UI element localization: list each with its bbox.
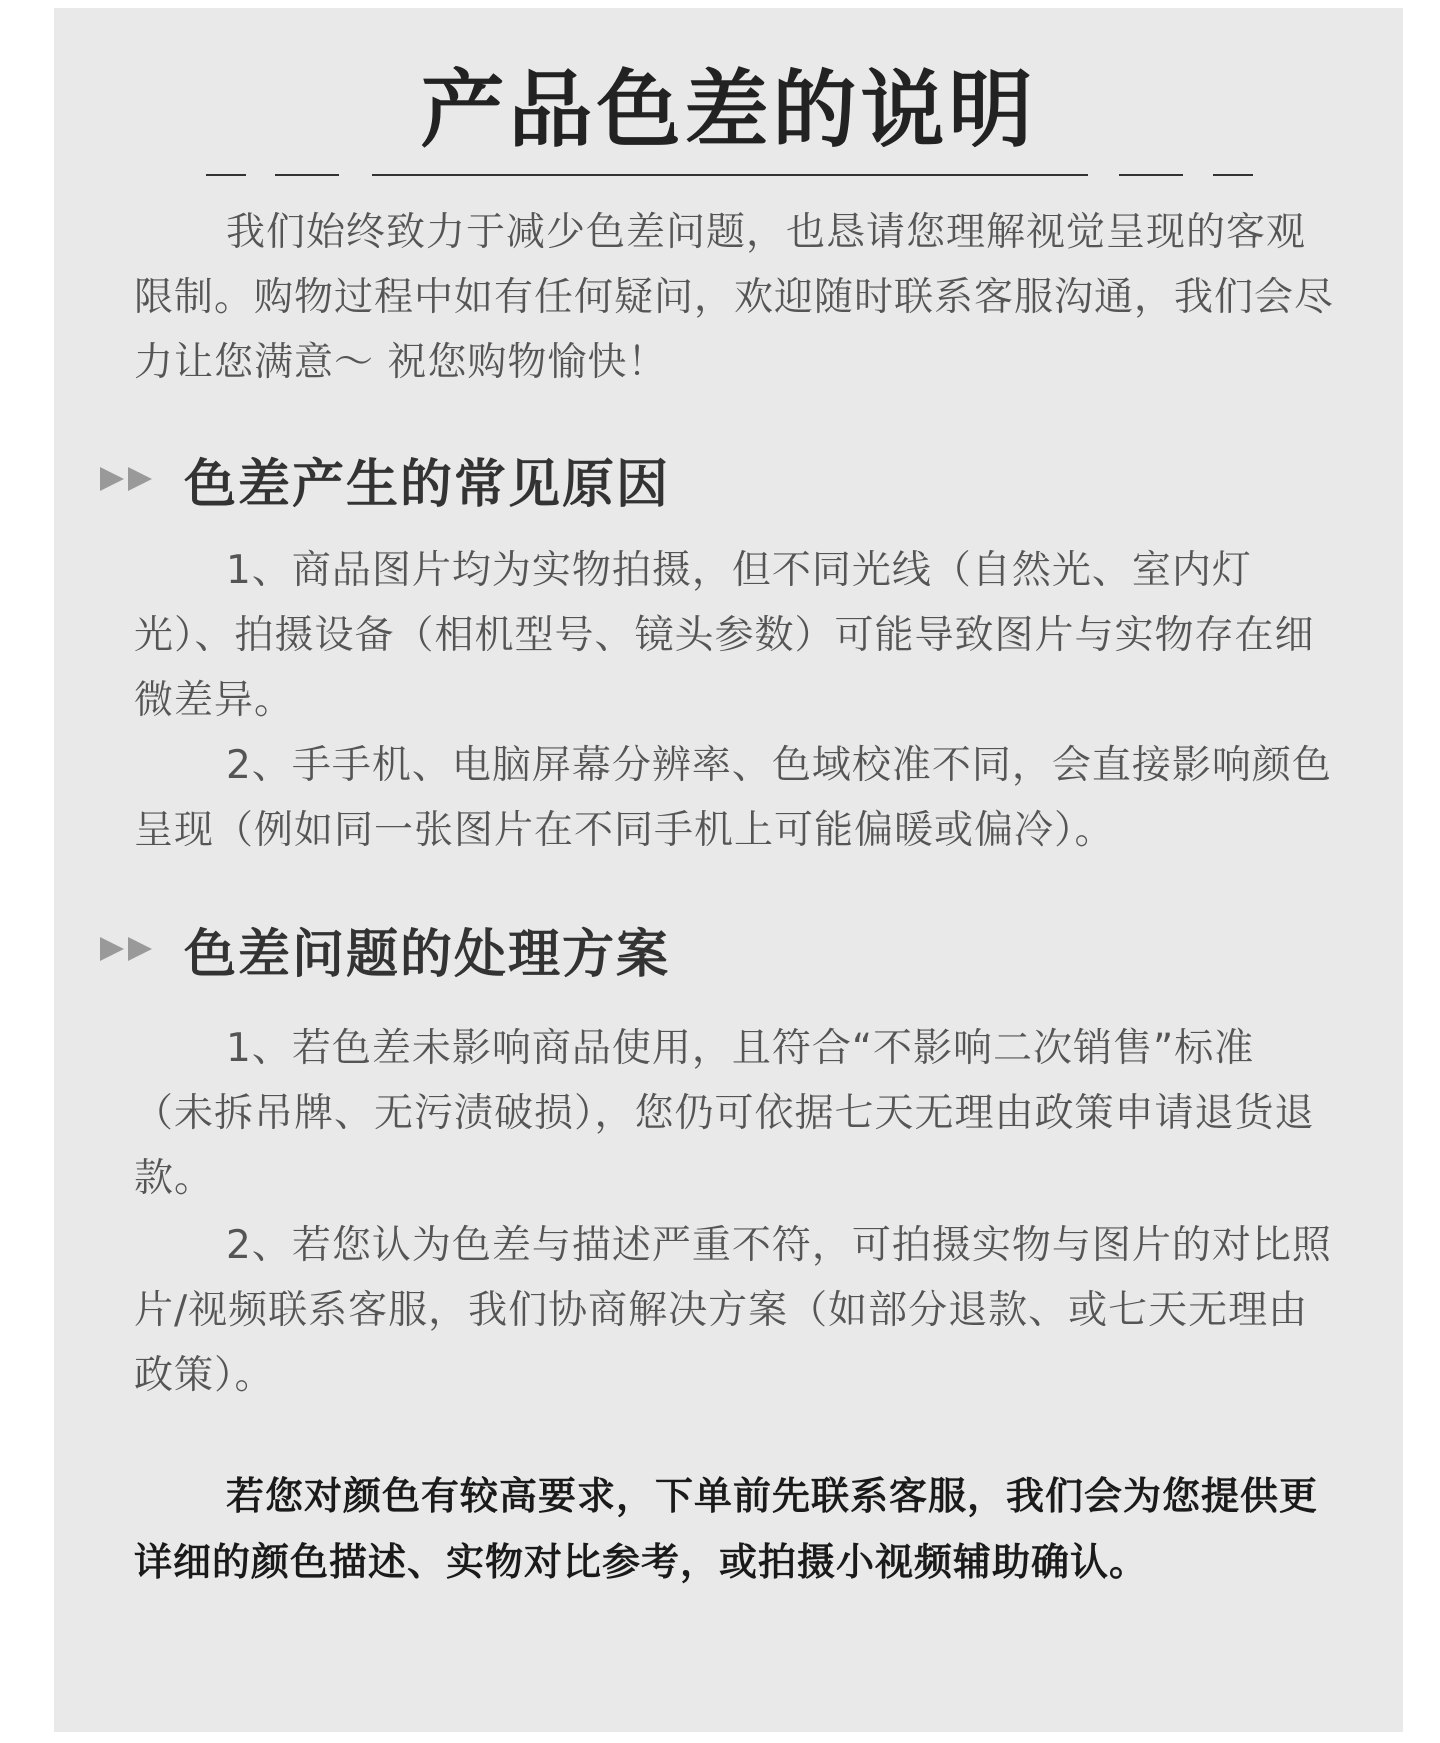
solution-item [134, 1016, 1334, 1211]
page-title: 产品色差的说明 [420, 61, 1037, 159]
cause-item [134, 538, 1334, 733]
section-title: 色差问题的处理方案 [184, 924, 671, 985]
content-panel [54, 8, 1403, 1732]
closing-note [134, 1463, 1334, 1595]
title-divider-segment [275, 174, 339, 176]
intro-paragraph [134, 200, 1334, 395]
title-divider-line [372, 174, 1088, 176]
double-arrow-icon [100, 935, 184, 963]
cause-item-text: 2、手手机、电脑屏幕分辨率、色域校准不同，会直接影响颜色呈现（例如同一张图片在不同手机上可能偏暖或偏冷）。 [134, 743, 1332, 853]
section-heading-solutions [100, 914, 670, 984]
double-arrow-icon [100, 465, 184, 493]
title-divider-segment [1119, 174, 1183, 176]
cause-item [134, 733, 1334, 863]
closing-note-text: 若您对颜色有较高要求，下单前先联系客服，我们会为您提供更详细的颜色描述、实物对比参考，或拍摄小视频辅助确认。 [134, 1474, 1319, 1584]
intro-text: 我们始终致力于减少色差问题，也恳请您理解视觉呈现的客观限制。购物过程中如有任何疑问，欢迎随时联系客服沟通，我们会尽力让您满意～ 祝您购物愉快！ [134, 210, 1335, 385]
title-divider-segment [206, 174, 246, 176]
section-title: 色差产生的常见原因 [184, 454, 671, 515]
cause-item-text: 1、商品图片均为实物拍摄，但不同光线（自然光、室内灯光）、拍摄设备（相机型号、镜头参数）可能导致图片与实物存在细微差异。 [134, 548, 1315, 723]
section-heading-causes [100, 444, 670, 514]
solution-item-text: 1、若色差未影响商品使用，且符合“不影响二次销售”标准（未拆吊牌、无污渍破损），您仍可依据七天无理由政策申请退货退款。 [134, 1026, 1315, 1201]
solution-item [134, 1213, 1334, 1408]
solution-item-text: 2、若您认为色差与描述严重不符，可拍摄实物与图片的对比照片/视频联系客服，我们协商解决方案（如部分退款、或七天无理由政策）。 [134, 1223, 1332, 1398]
title-divider-segment [1213, 174, 1253, 176]
